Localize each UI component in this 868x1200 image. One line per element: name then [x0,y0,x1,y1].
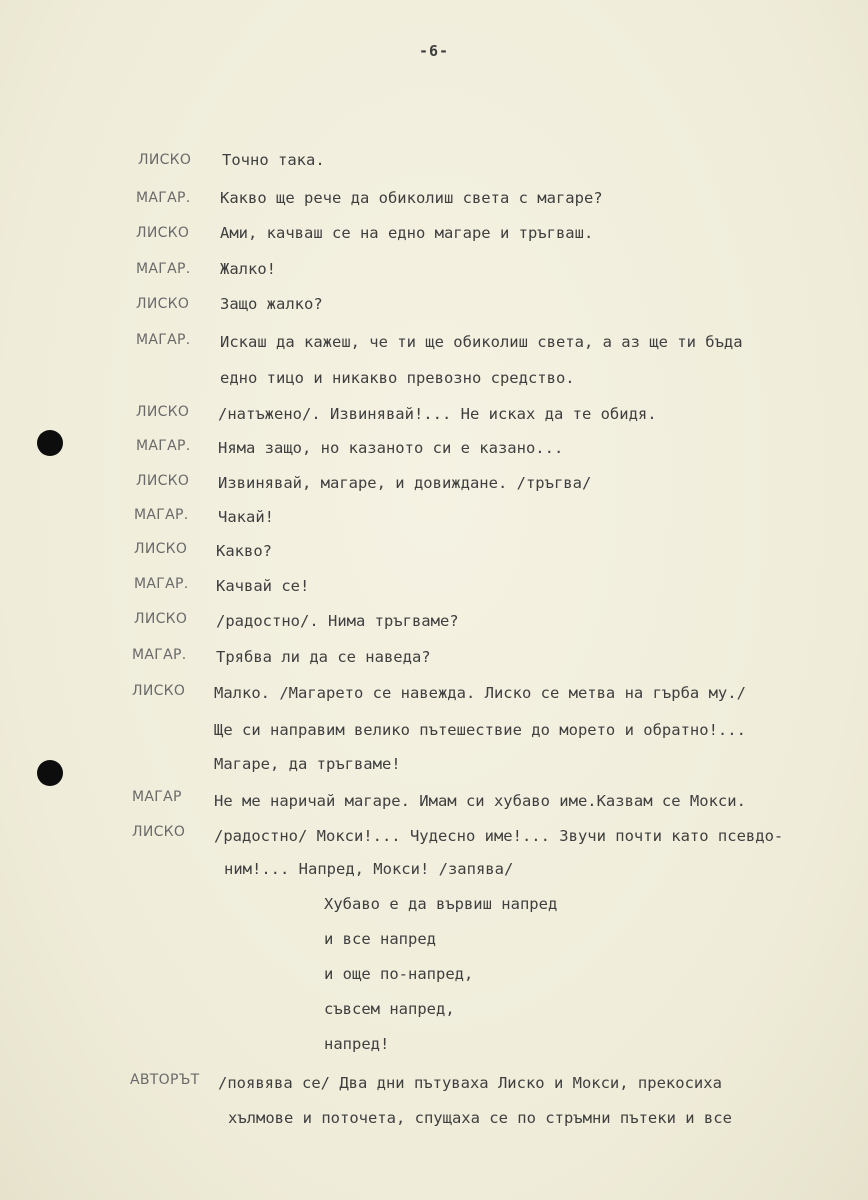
dialogue-line: Няма защо, но казаното си е казано... [218,439,564,457]
speaker-label: ЛИСКО [136,225,190,241]
speaker-label: ЛИСКО [132,824,186,840]
speaker-label: ЛИСКО [136,473,190,489]
song-line: Хубаво е да вървиш напред [324,895,558,913]
speaker-label: ЛИСКО [134,541,188,557]
dialogue-line: /натъжено/. Извинявай!... Не исках да те обидя. [218,405,657,423]
dialogue-line: Не ме наричай магаре. Имам си хубаво име.Казвам се Мокси. [214,792,746,810]
speaker-label: МАГАР. [134,507,189,523]
dialogue-line: Какво ще рече да обиколиш света с магаре? [220,189,603,207]
song-line: и все напред [324,930,436,948]
speaker-label: МАГАР. [132,647,187,663]
speaker-label: МАГАР. [136,438,191,454]
dialogue-line: /радостно/. Нима тръгваме? [216,612,459,630]
dialogue-line: Защо жалко? [220,295,323,313]
speaker-label: ЛИСКО [132,683,186,699]
dialogue-line: Какво? [216,542,272,560]
dialogue-line: /радостно/ Мокси!... Чудесно име!... Звучи почти като псевдо- [214,827,784,845]
speaker-label: ЛИСКО [134,611,188,627]
speaker-label: МАГАР. [136,190,191,206]
dialogue-line: Магаре, да тръгваме! [214,755,401,773]
song-line: напред! [324,1035,390,1053]
speaker-label: МАГАР. [136,332,191,348]
dialogue-line: Трябва ли да се наведа? [216,648,431,666]
dialogue-line: едно тицо и никакво превозно средство. [220,369,575,387]
punch-hole-top [37,430,63,456]
song-line: и още по-напред, [324,965,474,983]
dialogue-line: Точно така. [222,151,325,169]
dialogue-line: Малко. /Магарето се навежда. Лиско се метва на гърба му./ [214,684,746,702]
speaker-label: ЛИСКО [136,296,190,312]
author-line: /появява се/ Два дни пътуваха Лиско и Мокси, прекосиха [218,1074,722,1092]
speaker-label: МАГАР. [136,261,191,277]
song-line: съвсем напред, [324,1000,455,1018]
dialogue-line: Искаш да кажеш, че ти ще обиколиш света, а аз ще ти бъда [220,333,743,351]
dialogue-line: Жалко! [220,260,276,278]
dialogue-line: Извинявай, магаре, и довиждане. /тръгва/ [218,474,592,492]
dialogue-line: Качвай се! [216,577,310,595]
dialogue-line: Ще си направим велико пътешествие до морето и обратно!... [214,721,746,739]
speaker-label: ЛИСКО [136,404,190,420]
author-line: хълмове и поточета, спущаха се по стръмни пътеки и все [228,1109,732,1127]
speaker-label: ЛИСКО [138,152,192,168]
dialogue-line: Чакай! [218,508,274,526]
speaker-label: АВТОРЪТ [130,1072,200,1088]
dialogue-line: Ами, качваш се на едно магаре и тръгваш. [220,224,594,242]
speaker-label: МАГАР [132,789,182,805]
dialogue-line: ним!... Напред, Мокси! /запява/ [224,860,514,878]
punch-hole-bottom [37,760,63,786]
speaker-label: МАГАР. [134,576,189,592]
page-number: -6- [418,42,450,60]
